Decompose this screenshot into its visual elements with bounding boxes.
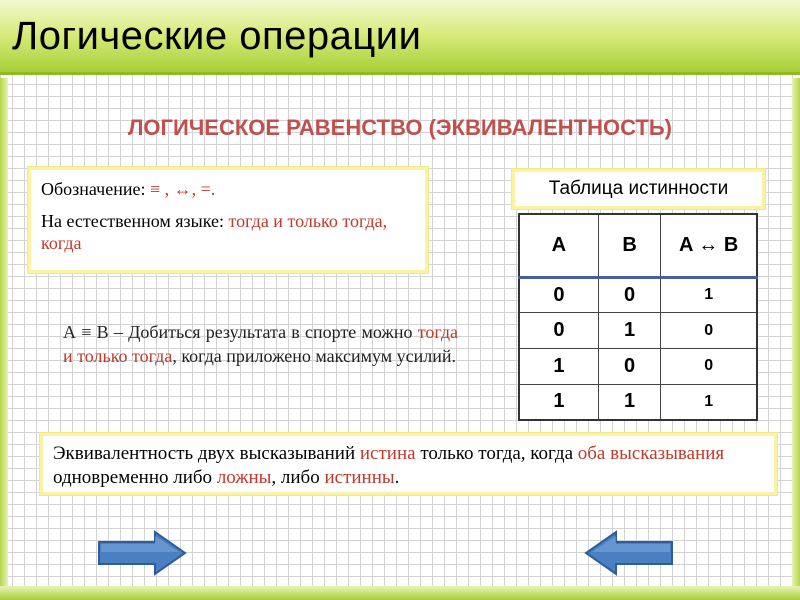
cell-a: 0 xyxy=(519,277,598,313)
example-part2: , когда приложено максимум усилий. xyxy=(172,346,456,366)
natural-language-text: тогда и только тогда, когда xyxy=(41,211,388,253)
section-subtitle: ЛОГИЧЕСКОЕ РАВЕНСТВО (ЭКВИВАЛЕНТНОСТЬ) xyxy=(127,115,672,140)
truth-table xyxy=(518,213,758,421)
summary-highlight-1: истина xyxy=(359,443,416,464)
header-b: B xyxy=(598,214,660,277)
cell-a: 1 xyxy=(519,349,598,385)
table-row xyxy=(519,384,757,420)
table-row xyxy=(519,313,757,349)
cell-result: 1 xyxy=(661,384,757,420)
cell-b: 0 xyxy=(598,277,660,313)
summary-highlight-3: ложны xyxy=(216,467,272,488)
natural-language-label: На естественном языке: xyxy=(41,211,225,231)
header-result: A ↔ B xyxy=(661,214,757,277)
example-highlight: тогда и только тогда xyxy=(63,322,458,366)
definition-box xyxy=(28,167,428,273)
cell-result: 1 xyxy=(661,277,757,313)
summary-text-2: только тогда, когда xyxy=(420,443,574,464)
cell-a: 1 xyxy=(519,384,598,420)
truth-table-header-row xyxy=(519,214,757,277)
cell-b: 0 xyxy=(598,349,660,385)
next-slide-button[interactable] xyxy=(97,530,187,576)
notation-line xyxy=(41,178,415,200)
summary-text-3: одновременно либо xyxy=(53,467,213,488)
cell-result: 0 xyxy=(661,349,757,385)
natural-language-line xyxy=(41,210,415,254)
summary-text-4: , либо xyxy=(271,467,320,488)
summary-highlight-2: оба высказывания xyxy=(577,443,725,464)
cell-b: 1 xyxy=(598,384,660,420)
table-row xyxy=(519,277,757,313)
notation-label: Обозначение: xyxy=(41,179,146,199)
right-decor-stripe xyxy=(792,78,800,600)
arrow-left-icon xyxy=(586,532,672,574)
example-text xyxy=(63,320,458,368)
truth-table-caption: Таблица истинности xyxy=(512,169,765,209)
header-a: A xyxy=(519,214,598,277)
slide-title: Логические операции xyxy=(12,14,422,58)
prev-slide-button[interactable] xyxy=(584,530,674,576)
summary-highlight-4: истинны xyxy=(324,467,395,488)
table-row xyxy=(519,349,757,385)
notation-symbols: ≡ , ↔, =. xyxy=(149,179,216,199)
cell-a: 0 xyxy=(519,313,598,349)
summary-box xyxy=(40,433,777,495)
example-part1: А ≡ В – Добиться результата в спорте можно xyxy=(63,322,413,342)
summary-text-1: Эквивалентность двух высказываний xyxy=(53,443,356,464)
cell-result: 0 xyxy=(661,313,757,349)
bottom-decor-band xyxy=(0,586,800,600)
summary-text-5: . xyxy=(394,467,400,488)
left-decor-stripe xyxy=(0,78,8,600)
arrow-right-icon xyxy=(99,532,185,574)
cell-b: 1 xyxy=(598,313,660,349)
